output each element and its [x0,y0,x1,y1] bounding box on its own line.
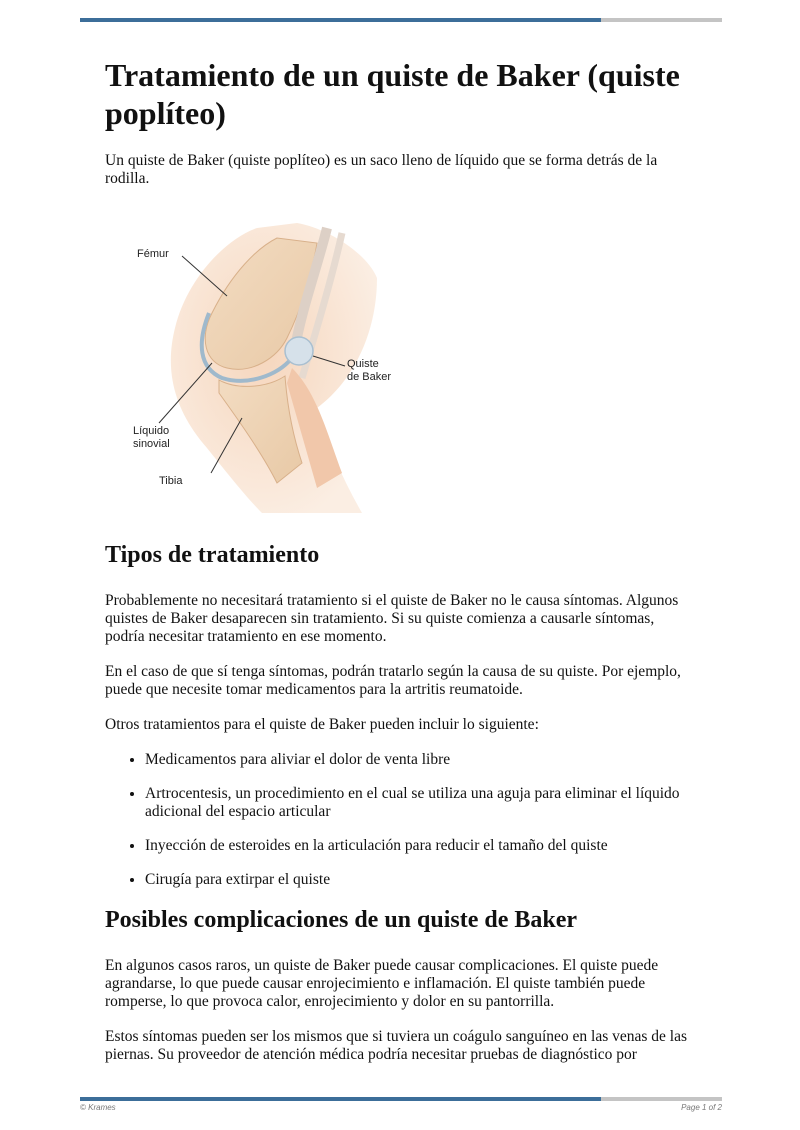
knee-anatomy-drawing [127,218,427,513]
top-rule [80,18,722,22]
treatment-list [105,751,695,889]
knee-illustration [127,218,427,513]
label-fluid-2: sinovial [133,438,170,450]
treatment-paragraph: Probablemente no necesitará tratamiento si el quiste de Baker no le causa síntomas. Algunos quistes de Baker desaparecen sin tratamiento. Si su quiste comienza a causarle síntomas, podría necesitar tratamiento en ese momento. [105,592,679,645]
list-item: • Cirugía para extirpar el quiste [145,871,695,889]
bottom-rule-accent [80,1097,601,1101]
label-cyst-2: de Baker [347,371,392,383]
section-heading-complications: Posibles complicaciones de un quiste de Baker [105,907,578,933]
baker-cyst [285,337,313,365]
bottom-rule-grey [601,1097,722,1101]
list-item: • Artrocentesis, un procedimiento en el cual se utiliza una aguja para eliminar el líquido adicional del espacio articular [145,785,695,821]
treatment-paragraph: En el caso de que sí tenga síntomas, podrán tratarlo según la causa de su quiste. Por ejemplo, puede que necesite tomar medicamentos para la artritis reumatoide. [105,663,681,698]
document-body [105,56,695,1081]
treatment-paragraph: Otros tratamientos para el quiste de Baker pueden incluir lo siguiente: [105,716,539,733]
list-item: • Inyección de esteroides en la articulación para reducir el tamaño del quiste [145,837,695,855]
complications-paragraph: En algunos casos raros, un quiste de Baker puede causar complicaciones. El quiste puede agrandarse, lo que puede causar enrojecimiento e inflamación. El quiste también puede romperse, lo que provoca calor, enrojecimiento y dolor en su pantorrilla. [105,957,659,1010]
top-rule-accent [80,18,601,22]
bottom-rule [80,1097,722,1101]
page-title: Tratamiento de un quiste de Baker (quiste poplíteo) [105,57,680,131]
footer-copyright: © Krames [80,1103,116,1112]
list-item: • Medicamentos para aliviar el dolor de venta libre [145,751,695,769]
footer-page-number: Page 1 of 2 [681,1103,722,1112]
top-rule-grey [601,18,722,22]
intro-paragraph: Un quiste de Baker (quiste poplíteo) es un saco lleno de líquido que se forma detrás de la rodilla. [105,152,658,187]
section-heading-treatment: Tipos de tratamiento [105,542,320,568]
complications-paragraph: Estos síntomas pueden ser los mismos que si tuviera un coágulo sanguíneo en las venas de las piernas. Su proveedor de atención médica podría necesitar pruebas de diagnóstico por [105,1028,688,1063]
label-fluid-1: Líquido [133,425,170,437]
label-femur: Fémur [137,248,169,260]
label-tibia: Tibia [159,475,183,487]
label-cyst-1: Quiste [347,358,379,370]
